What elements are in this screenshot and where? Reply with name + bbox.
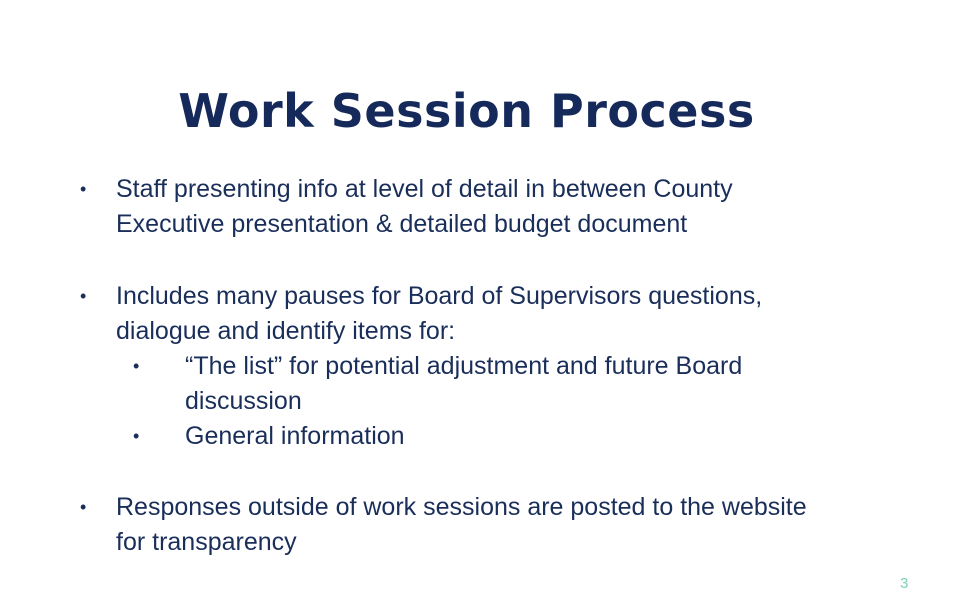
- bullet-1-line-2: Executive presentation & detailed budget document: [116, 210, 688, 238]
- bullet-3-line-2: for transparency: [116, 528, 297, 556]
- bullet-marker: •: [80, 497, 87, 517]
- page-number: 3: [900, 575, 909, 592]
- sub-bullet-1-line-2: discussion: [185, 387, 302, 415]
- bullet-2-line-2: dialogue and identify items for:: [116, 317, 456, 345]
- bullet-marker: •: [80, 179, 87, 199]
- sub-bullet-marker: •: [133, 356, 140, 376]
- sub-bullet-1-line-1: “The list” for potential adjustment and future Board: [185, 352, 743, 380]
- bullet-2-line-1: Includes many pauses for Board of Supervisors questions,: [116, 282, 763, 310]
- sub-bullet-marker: •: [133, 426, 140, 446]
- slide-title: Work Session Process: [178, 84, 755, 138]
- bullet-3-line-1: Responses outside of work sessions are posted to the website: [116, 493, 807, 521]
- bullet-1-line-1: Staff presenting info at level of detail in between County: [116, 175, 733, 203]
- sub-bullet-2-line-1: General information: [185, 422, 405, 450]
- bullet-marker: •: [80, 286, 87, 306]
